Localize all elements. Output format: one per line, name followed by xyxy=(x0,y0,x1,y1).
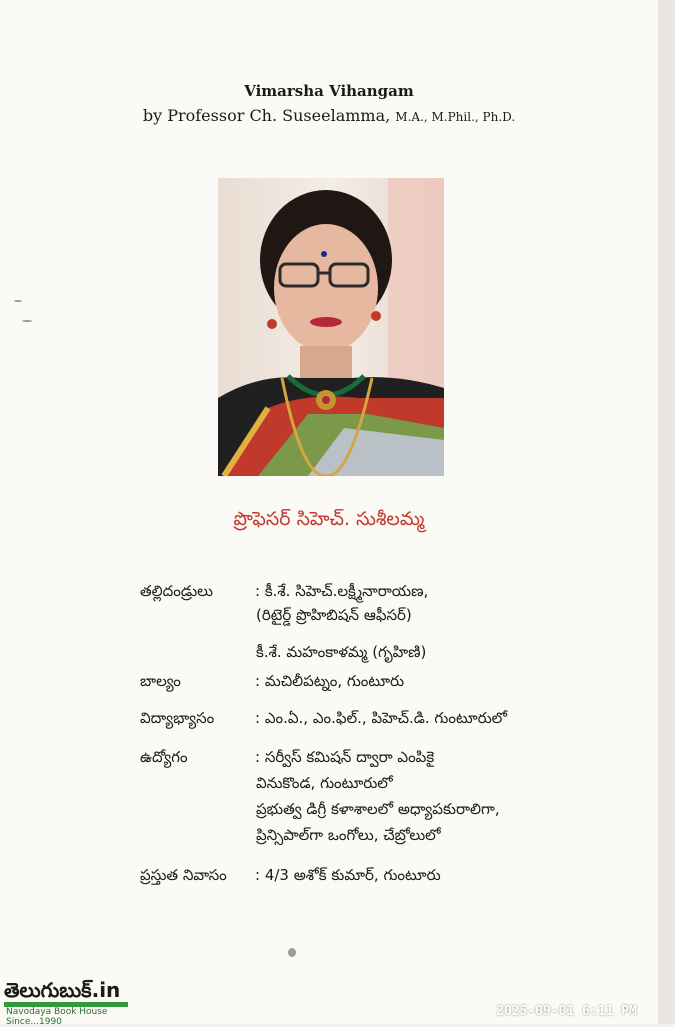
bio-label-career: ఉద్యోగం xyxy=(140,748,188,766)
bio-value-career-4: ప్రిన్సిపాల్‌గా ఒంగోలు, చేబ్రోలులో xyxy=(256,826,441,844)
book-title: Vimarsha Vihangam xyxy=(244,82,414,100)
bio-value-parents-2: (రిటైర్డ్ ప్రొహిబిషన్ ఆఫీసర్) xyxy=(256,606,412,624)
bio-label-residence: ప్రస్తుత నివాసం xyxy=(140,866,227,884)
author-degrees: M.A., M.Phil., Ph.D. xyxy=(395,110,516,124)
ink-speck xyxy=(14,300,22,302)
bio-value-parents-3: కీ.శే. మహంకాళమ్మ (గృహిణి) xyxy=(256,643,427,661)
ink-speck xyxy=(22,320,32,322)
bio-label-parents: తల్లిదండ్రులు xyxy=(140,582,213,600)
ink-speck xyxy=(288,948,296,957)
site-logo xyxy=(4,978,128,1027)
portrait-photo xyxy=(218,178,444,476)
page-edge xyxy=(658,0,675,1024)
site-logo-text: తెలుగుబుక్.in xyxy=(4,978,121,1002)
bio-value-childhood: : మచిలీపట్నం, గుంటూరు xyxy=(255,672,405,690)
author-name: by Professor Ch. Suseelamma, xyxy=(142,106,391,125)
photo-timestamp: 2025-09-01 6:11 PM xyxy=(496,1004,637,1019)
site-logo-subtitle: Navodaya Book House Since...1990 xyxy=(6,1007,108,1027)
bio-label-education: విద్యాభ్యాసం xyxy=(140,709,215,727)
bio-value-parents-1: : కీ.శే. సిహెచ్.లక్ష్మీనారాయణ, xyxy=(255,582,429,600)
book-byline xyxy=(0,106,658,125)
bio-value-career-2: వినుకొండ, గుంటూరులో xyxy=(256,774,393,792)
bio-value-career-1: : సర్వీస్ కమిషన్ ద్వారా ఎంపికై xyxy=(255,748,435,766)
bio-value-career-3: ప్రభుత్వ డిగ్రీ కళాశాలలో అధ్యాపకురాలిగా, xyxy=(256,800,500,818)
bio-value-residence: : 4/3 అశోక్ కుమార్, గుంటూరు xyxy=(255,866,441,884)
photo-caption: ప్రొఫెసర్ సిహెచ్. సుశీలమ్మ xyxy=(233,508,425,530)
bio-value-education: : ఎం.ఏ., ఎం.ఫిల్., పిహెచ్.డి. గుంటూరులో xyxy=(255,709,508,727)
bio-label-childhood: బాల్యం xyxy=(140,672,181,690)
portrait-photo-icon xyxy=(218,178,444,476)
